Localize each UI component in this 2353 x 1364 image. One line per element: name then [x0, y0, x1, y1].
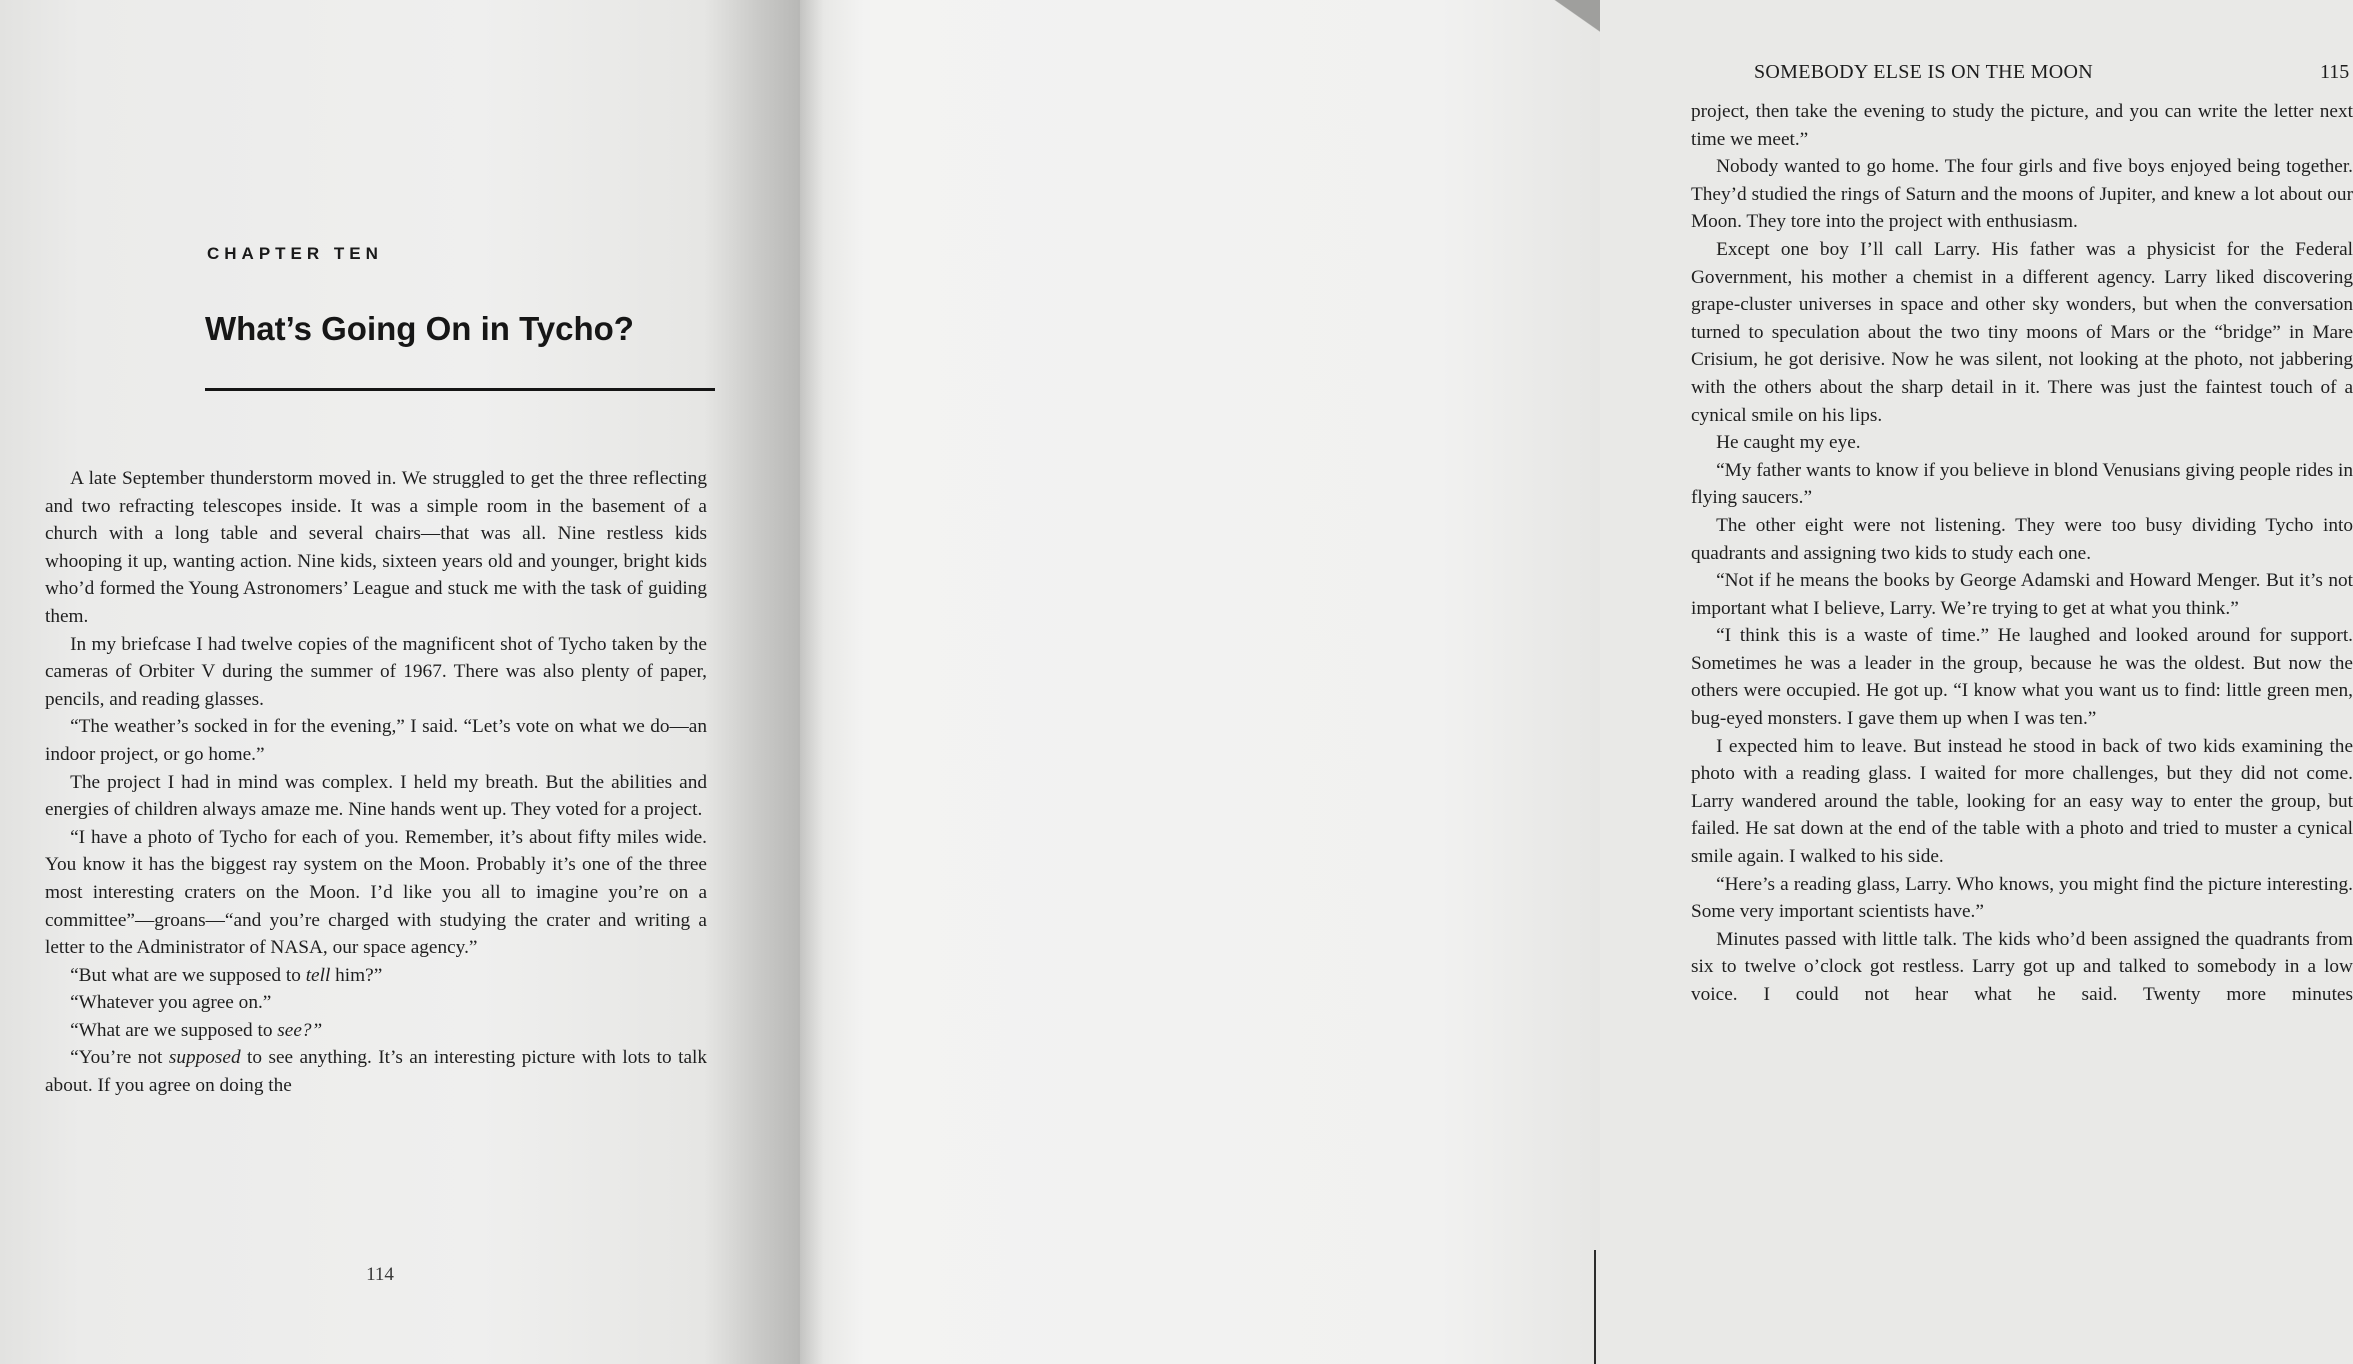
page-number-right: 115 [2320, 61, 2350, 83]
paragraph [45, 824, 707, 962]
right-page [800, 0, 2353, 1364]
text-run: “What are we supposed to [70, 1019, 278, 1041]
text-run: Except one boy I’ll call Larry. His father was a physicist for the Federal Government, his mother a chemist in a different agency. Larry liked discovering grape-cluster universes in space and other sky wonders, but when the conversation turned to speculation about the two tiny moons of Mars or the “bridge” in Mare Crisium, he got derisive. Now he was silent, not looking at the photo, not jabbering with the others about the sharp detail in it. There was just the faintest touch of a cynical smile on his lips. [1691, 238, 2353, 426]
text-run: him?” [330, 964, 383, 986]
text-run: “Not if he means the books by George Adamski and Howard Menger. But it’s not important what I believe, Larry. We’re trying to get at what you think.” [1691, 570, 2353, 619]
text-run: The project I had in mind was complex. I held my breath. But the abilities and energies of children always amaze me. Nine hands went up. They voted for a project. [45, 771, 707, 821]
paragraph [1691, 926, 2353, 1009]
text-run: The other eight were not listening. They were too busy dividing Tycho into quadrants and assigning two kids to study each one. [1691, 514, 2353, 564]
text-run: “But what are we supposed to [70, 964, 306, 986]
text-run: “I think this is a waste of time.” He laughed and looked around for support. Sometimes he was a leader in the group, because he was the oldest. But now the others were occupied. He got up. “I know what you want us to find: little green men, bug-eyed monsters. I gave them up when I was ten.” [1691, 625, 2353, 730]
italic-text: see?” [277, 1019, 323, 1041]
text-run: A late September thunderstorm moved in. We struggled to get the three reflecting and two refracting telescopes inside. It was a simple room in the basement of a church with a long table and several chairs—that was all. Nine restless kids whooping it up, wanting action. Nine kids, sixteen years old and younger, bright kids who’d formed the Young Astronomers’ League and stuck me with the task of guiding them. [45, 468, 707, 627]
paragraph [45, 465, 707, 631]
text-run: “Here’s a reading glass, Larry. Who knows, you might find the picture interesting. Some very important scientists have.” [1691, 873, 2353, 923]
italic-text: tell [305, 964, 331, 986]
paragraph [1691, 512, 2353, 567]
paragraph [45, 962, 707, 990]
right-body-text [1691, 98, 2353, 1009]
paragraph [45, 769, 707, 824]
text-run: “Whatever you agree on.” [70, 992, 272, 1014]
paragraph [1691, 733, 2353, 871]
page-number-left: 114 [366, 1264, 394, 1285]
paragraph [45, 989, 707, 1017]
page-edge-shadow [1594, 1250, 1596, 1364]
italic-text: supposed [168, 1047, 241, 1069]
paragraph [1691, 457, 2353, 512]
paragraph [45, 1044, 707, 1099]
chapter-label: CHAPTER TEN [207, 244, 383, 263]
text-run: “My father wants to know if you believe in blond Venusians giving people rides in flying saucers.” [1691, 459, 2353, 509]
text-run: project, then take the evening to study the picture, and you can write the letter next time we meet.” [1691, 101, 2353, 150]
paragraph [45, 1017, 707, 1045]
text-run: I expected him to leave. But instead he stood in back of two kids examining the photo with a reading glass. I waited for more challenges, but they did not come. Larry wandered around the table, looking for an easy way to enter the group, but failed. He sat down at the end of the table with a photo and tried to muster a cynical smile again. I walked to his side. [1691, 735, 2353, 868]
paragraph [1691, 98, 2353, 153]
paragraph [45, 631, 707, 714]
left-body-text [45, 465, 707, 1100]
text-run: to see anything. It’s an interesting picture with lots to talk about. If you agree on doing the [45, 1047, 707, 1097]
text-run: “I have a photo of Tycho for each of you. Remember, it’s about fifty miles wide. You know it has the biggest ray system on the Moon. Probably it’s one of the three most interesting craters on the Moon. I’d like you all to imagine you’re on a committee”—groans—“and you’re charged with studying the crater and writing a letter to the Administrator of NASA, our space agency.” [45, 826, 707, 959]
text-run: In my briefcase I had twelve copies of the magnificent shot of Tycho taken by the cameras of Orbiter V during the summer of 1967. There was also plenty of paper, pencils, and reading glasses. [45, 633, 707, 710]
paragraph [1691, 236, 2353, 429]
text-run: Nobody wanted to go home. The four girls and five boys enjoyed being together. They’d studied the rings of Saturn and the moons of Jupiter, and knew a lot about our Moon. They tore into the project with enthusiasm. [1691, 156, 2353, 233]
left-page [0, 0, 800, 1364]
text-run: “The weather’s socked in for the evening,” I said. “Let’s vote on what we do—an indoor project, or go home.” [45, 716, 707, 765]
paragraph [1691, 622, 2353, 732]
paragraph [1691, 567, 2353, 622]
text-run: Minutes passed with little talk. The kids who’d been assigned the quadrants from six to twelve o’clock got restless. Larry got up and talked to somebody in a low voice. I could not hear what he said. Twenty more minutes [1691, 928, 2353, 1005]
paragraph [1691, 871, 2353, 926]
title-rule [205, 388, 715, 391]
running-head: SOMEBODY ELSE IS ON THE MOON [1754, 61, 2093, 83]
text-run: “You’re not [70, 1047, 169, 1069]
page-corner-fold [1530, 0, 1600, 55]
paragraph [45, 713, 707, 768]
text-run: He caught my eye. [1716, 432, 1861, 454]
paragraph [1691, 153, 2353, 236]
paragraph [1691, 429, 2353, 457]
chapter-title: What’s Going On in Tycho? [205, 310, 634, 347]
